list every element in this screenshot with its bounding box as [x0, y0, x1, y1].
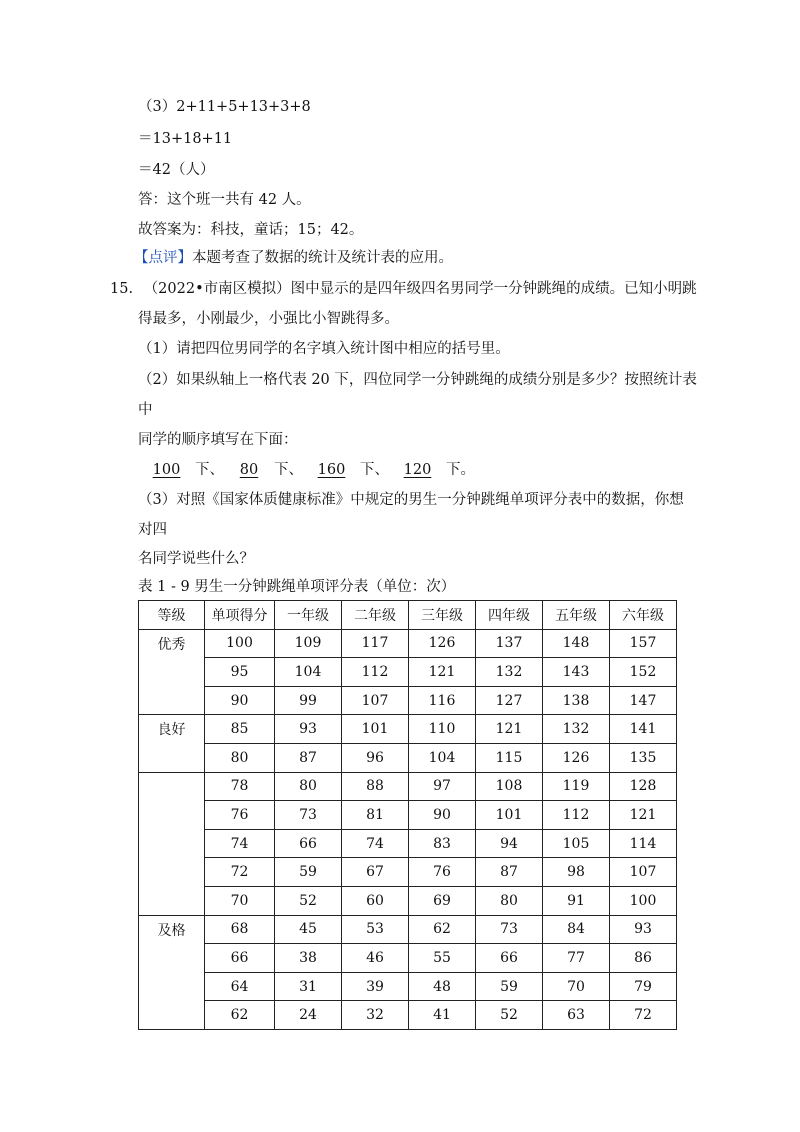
count-cell: 62 [409, 915, 476, 944]
count-cell: 63 [543, 1001, 610, 1030]
count-cell: 83 [409, 829, 476, 858]
count-cell: 52 [476, 1001, 543, 1030]
count-cell: 94 [476, 829, 543, 858]
jump-rope-score-table [138, 600, 677, 1030]
count-cell: 107 [342, 686, 409, 715]
count-cell: 32 [342, 1001, 409, 1030]
count-cell: 108 [476, 772, 543, 801]
count-cell: 41 [409, 1001, 476, 1030]
score-cell: 90 [205, 686, 275, 715]
header-grade-6: 六年级 [610, 601, 677, 630]
table-row [139, 743, 677, 772]
problem-number: 15. [110, 281, 134, 297]
answer-unit-2: 下、 [274, 462, 303, 478]
count-cell: 66 [476, 944, 543, 973]
final-answer: 故答案为：科技，童话；15；42。 [138, 222, 364, 238]
count-cell: 38 [275, 944, 342, 973]
grade-cell: 优秀 [139, 629, 205, 715]
table-caption: 表 1 - 9 男生一分钟跳绳单项评分表（单位：次） [138, 579, 456, 595]
count-cell: 53 [342, 915, 409, 944]
count-cell: 80 [476, 886, 543, 915]
count-cell: 115 [476, 743, 543, 772]
score-cell: 66 [205, 944, 275, 973]
table-body [139, 629, 677, 1029]
count-cell: 112 [543, 801, 610, 830]
count-cell: 110 [409, 715, 476, 744]
header-grade-2: 二年级 [342, 601, 409, 630]
count-cell: 74 [342, 829, 409, 858]
count-cell: 132 [476, 658, 543, 687]
answer-blank-3: 160 [317, 462, 346, 478]
count-cell: 45 [275, 915, 342, 944]
count-cell: 69 [409, 886, 476, 915]
count-cell: 112 [342, 658, 409, 687]
count-cell: 90 [409, 801, 476, 830]
header-score: 单项得分 [205, 601, 275, 630]
score-cell: 70 [205, 886, 275, 915]
count-cell: 152 [610, 658, 677, 687]
count-cell: 157 [610, 629, 677, 658]
problem-line2: 得最多，小刚最少，小强比小智跳得多。 [138, 311, 399, 327]
header-grade-3: 三年级 [409, 601, 476, 630]
count-cell: 73 [476, 915, 543, 944]
count-cell: 48 [409, 972, 476, 1001]
count-cell: 91 [543, 886, 610, 915]
solution-step3-expression: （3）2+11+5+13+3+8 [138, 99, 311, 115]
answer-unit-4: 下。 [446, 462, 475, 478]
score-cell: 85 [205, 715, 275, 744]
count-cell: 138 [543, 686, 610, 715]
count-cell: 127 [476, 686, 543, 715]
score-cell: 62 [205, 1001, 275, 1030]
table-header-row [139, 601, 677, 630]
count-cell: 147 [610, 686, 677, 715]
count-cell: 148 [543, 629, 610, 658]
count-cell: 39 [342, 972, 409, 1001]
count-cell: 101 [476, 801, 543, 830]
header-grade-5: 五年级 [543, 601, 610, 630]
count-cell: 70 [543, 972, 610, 1001]
score-cell: 76 [205, 801, 275, 830]
count-cell: 128 [610, 772, 677, 801]
count-cell: 100 [610, 886, 677, 915]
question-2-line3: 同学的顺序填写在下面： [138, 432, 298, 448]
count-cell: 93 [610, 915, 677, 944]
review-line [134, 248, 453, 268]
count-cell: 109 [275, 629, 342, 658]
count-cell: 121 [476, 715, 543, 744]
count-cell: 114 [610, 829, 677, 858]
count-cell: 99 [275, 686, 342, 715]
score-cell: 80 [205, 743, 275, 772]
count-cell: 98 [543, 858, 610, 887]
count-cell: 104 [275, 658, 342, 687]
count-cell: 87 [275, 743, 342, 772]
table-row [139, 944, 677, 973]
count-cell: 126 [543, 743, 610, 772]
question-1: （1）请把四位男同学的名字填入统计图中相应的括号里。 [138, 341, 510, 357]
solution-step3-result: ＝42（人） [138, 162, 215, 178]
problem-line1: 图中显示的是四年级四名男同学一分钟跳绳的成绩。已知小明跳 [290, 281, 697, 297]
count-cell: 132 [543, 715, 610, 744]
count-cell: 77 [543, 944, 610, 973]
count-cell: 46 [342, 944, 409, 973]
score-cell: 72 [205, 858, 275, 887]
review-text: 本题考查了数据的统计及统计表的应用。 [192, 250, 453, 266]
count-cell: 119 [543, 772, 610, 801]
count-cell: 73 [275, 801, 342, 830]
count-cell: 72 [610, 1001, 677, 1030]
count-cell: 104 [409, 743, 476, 772]
count-cell: 31 [275, 972, 342, 1001]
count-cell: 105 [543, 829, 610, 858]
question-3-line1: （3）对照《国家体质健康标准》中规定的男生一分钟跳绳单项评分表中的数据，你想 [138, 492, 684, 508]
grade-cell: 良好 [139, 715, 205, 772]
score-cell: 95 [205, 658, 275, 687]
answer-unit-3: 下、 [360, 462, 389, 478]
count-cell: 143 [543, 658, 610, 687]
solution-answer: 答：这个班一共有 42 人。 [138, 192, 311, 208]
count-cell: 52 [275, 886, 342, 915]
grade-cell: 及格 [139, 915, 205, 1029]
table-row [139, 858, 677, 887]
count-cell: 97 [409, 772, 476, 801]
count-cell: 81 [342, 801, 409, 830]
count-cell: 88 [342, 772, 409, 801]
count-cell: 80 [275, 772, 342, 801]
problem-source: （2022•市南区模拟） [143, 281, 291, 297]
problem-15-header [110, 279, 697, 299]
answer-blank-2: 80 [239, 462, 259, 478]
table-row [139, 886, 677, 915]
score-cell: 74 [205, 829, 275, 858]
count-cell: 93 [275, 715, 342, 744]
count-cell: 66 [275, 829, 342, 858]
table-row [139, 801, 677, 830]
count-cell: 126 [409, 629, 476, 658]
score-cell: 100 [205, 629, 275, 658]
header-grade: 等级 [139, 601, 205, 630]
table-row [139, 1001, 677, 1030]
table-row [139, 686, 677, 715]
solution-step3-sum: ＝13+18+11 [138, 131, 233, 147]
count-cell: 117 [342, 629, 409, 658]
grade-cell [139, 772, 205, 915]
count-cell: 137 [476, 629, 543, 658]
question-3-line2: 对四 [138, 522, 167, 538]
table-row [139, 658, 677, 687]
count-cell: 79 [610, 972, 677, 1001]
score-cell: 78 [205, 772, 275, 801]
count-cell: 76 [409, 858, 476, 887]
header-grade-4: 四年级 [476, 601, 543, 630]
count-cell: 67 [342, 858, 409, 887]
count-cell: 101 [342, 715, 409, 744]
question-2-line2: 中 [138, 402, 153, 418]
question-3-line3: 名同学说些什么？ [138, 551, 254, 567]
count-cell: 59 [476, 972, 543, 1001]
table-row [139, 915, 677, 944]
answer-blank-1: 100 [152, 462, 181, 478]
count-cell: 60 [342, 886, 409, 915]
count-cell: 96 [342, 743, 409, 772]
count-cell: 84 [543, 915, 610, 944]
count-cell: 86 [610, 944, 677, 973]
count-cell: 116 [409, 686, 476, 715]
count-cell: 135 [610, 743, 677, 772]
table-row [139, 715, 677, 744]
answer-blank-4: 120 [403, 462, 432, 478]
count-cell: 121 [409, 658, 476, 687]
count-cell: 121 [610, 801, 677, 830]
count-cell: 24 [275, 1001, 342, 1030]
count-cell: 87 [476, 858, 543, 887]
answer-blanks [138, 460, 475, 480]
answer-unit-1: 下、 [195, 462, 224, 478]
table-row [139, 972, 677, 1001]
score-cell: 68 [205, 915, 275, 944]
count-cell: 59 [275, 858, 342, 887]
count-cell: 55 [409, 944, 476, 973]
question-2-line1: （2）如果纵轴上一格代表 20 下，四位同学一分钟跳绳的成绩分别是多少？按照统计表 [138, 372, 697, 388]
table-row [139, 829, 677, 858]
count-cell: 107 [610, 858, 677, 887]
count-cell: 141 [610, 715, 677, 744]
table-row [139, 772, 677, 801]
score-cell: 64 [205, 972, 275, 1001]
review-tag: 【点评】 [134, 250, 192, 266]
header-grade-1: 一年级 [275, 601, 342, 630]
table-row [139, 629, 677, 658]
